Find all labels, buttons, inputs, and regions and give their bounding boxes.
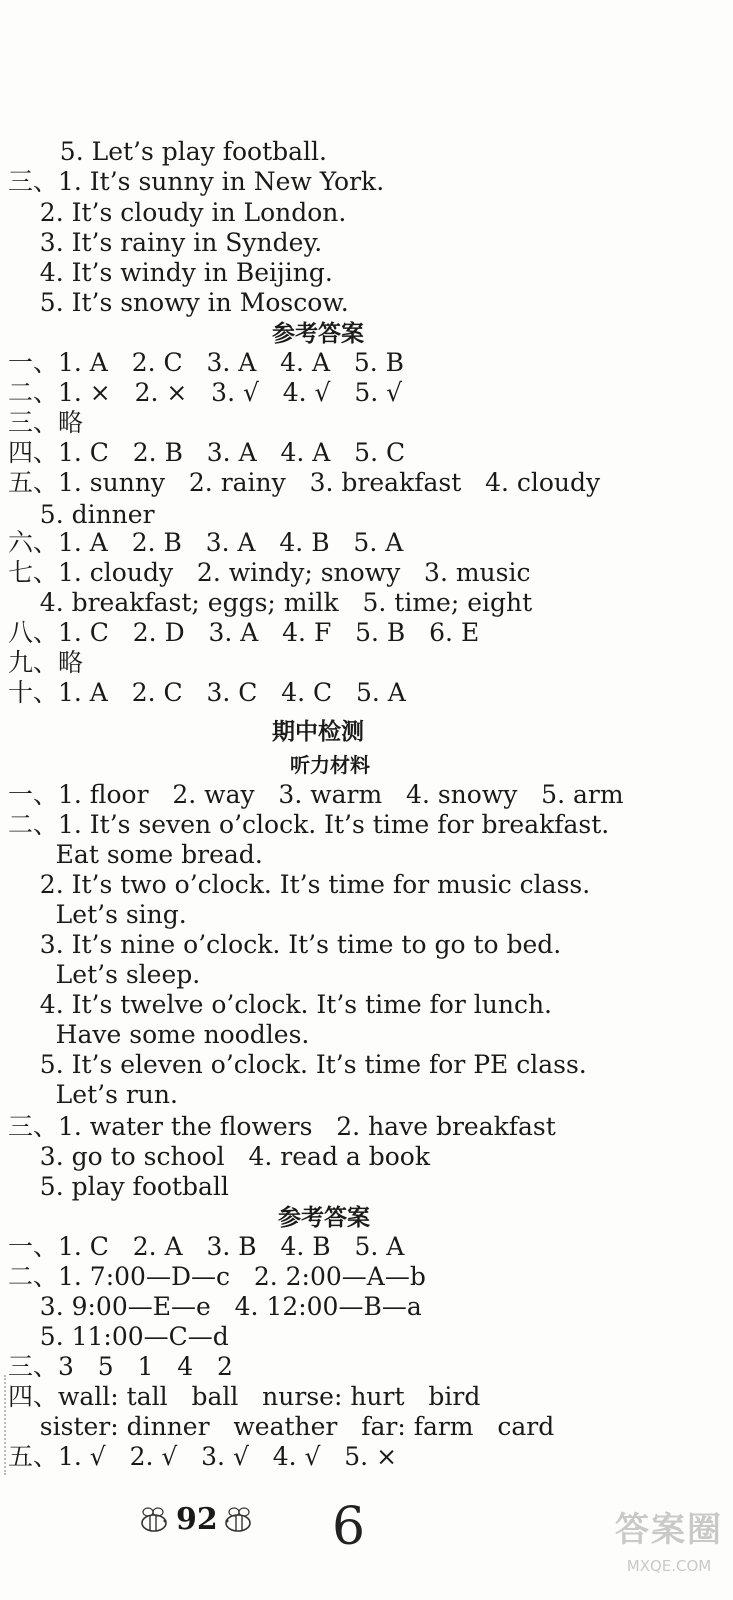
text-line: 3. 9:00—E—e 4. 12:00—B—a bbox=[8, 1292, 422, 1321]
text-line: 五、1. sunny 2. rainy 3. breakfast 4. cloudy bbox=[8, 468, 601, 497]
text-line: Let’s run. bbox=[8, 1080, 178, 1109]
text-line: 一、1. floor 2. way 3. warm 4. snowy 5. arm bbox=[8, 780, 624, 809]
text-line: 3. It’s rainy in Syndey. bbox=[8, 228, 323, 257]
text-line: Let’s sleep. bbox=[8, 960, 201, 989]
text-line: 一、1. C 2. A 3. B 4. B 5. A bbox=[8, 1232, 405, 1261]
handwritten-mark: 6 bbox=[332, 1497, 366, 1557]
text-line: 四、1. C 2. B 3. A 4. A 5. C bbox=[8, 438, 406, 467]
text-line: Eat some bread. bbox=[8, 840, 263, 869]
text-line: 4. It’s windy in Beijing. bbox=[8, 258, 333, 287]
text-line: 5. 11:00—C—d bbox=[8, 1322, 229, 1351]
text-line: 三、1. It’s sunny in New York. bbox=[8, 167, 385, 196]
watermark-url: MXQE.COM bbox=[626, 1557, 712, 1575]
text-line: 六、1. A 2. B 3. A 4. B 5. A bbox=[8, 528, 404, 557]
text-line: sister: dinner weather far: farm card bbox=[8, 1412, 555, 1441]
text-line: 5. play football bbox=[8, 1172, 229, 1201]
text-line: Have some noodles. bbox=[8, 1020, 310, 1049]
text-line: 二、1. × 2. × 3. √ 4. √ 5. √ bbox=[8, 378, 403, 407]
text-line: 5. It’s snowy in Moscow. bbox=[8, 288, 349, 317]
text-line: 十、1. A 2. C 3. C 4. C 5. A bbox=[8, 678, 406, 707]
text-line: 八、1. C 2. D 3. A 4. F 5. B 6. E bbox=[8, 618, 480, 647]
text-line: 五、1. √ 2. √ 3. √ 4. √ 5. × bbox=[8, 1442, 398, 1471]
text-line: 二、1. 7:00—D—c 2. 2:00—A—b bbox=[8, 1262, 426, 1291]
text-line: 5. It’s eleven o’clock. It’s time for PE class. bbox=[8, 1050, 587, 1079]
section-heading: 期中检测 bbox=[272, 719, 364, 745]
bee-left-icon bbox=[136, 1506, 172, 1536]
text-line: 3. go to school 4. read a book bbox=[8, 1142, 431, 1171]
text-line: 4. It’s twelve o’clock. It’s time for lunch. bbox=[8, 990, 553, 1019]
text-line: 四、wall: tall ball nurse: hurt bird bbox=[8, 1382, 481, 1411]
bee-right-icon bbox=[220, 1506, 256, 1536]
text-line: 三、1. water the flowers 2. have breakfast bbox=[8, 1112, 556, 1141]
section-heading: 参考答案 bbox=[278, 1205, 370, 1231]
watermark-logo: 答案圈 bbox=[615, 1510, 723, 1550]
sub-heading: 听力材料 bbox=[290, 753, 370, 777]
page-number: 92 bbox=[176, 1502, 218, 1537]
text-line: 2. It’s cloudy in London. bbox=[8, 198, 347, 227]
text-line: 2. It’s two o’clock. It’s time for music class. bbox=[8, 870, 591, 899]
text-line: 4. breakfast; eggs; milk 5. time; eight bbox=[8, 588, 533, 617]
text-line: 5. dinner bbox=[8, 500, 155, 529]
text-line: 三、3 5 1 4 2 bbox=[8, 1352, 233, 1381]
text-line: Let’s sing. bbox=[8, 900, 187, 929]
text-line: 七、1. cloudy 2. windy; snowy 3. music bbox=[8, 558, 531, 587]
text-line: 5. Let’s play football. bbox=[28, 137, 327, 166]
text-line: 三、略 bbox=[8, 408, 84, 437]
text-line: 3. It’s nine o’clock. It’s time to go to bed. bbox=[8, 930, 562, 959]
watermark bbox=[610, 1505, 728, 1595]
text-line: 一、1. A 2. C 3. A 4. A 5. B bbox=[8, 348, 405, 377]
section-heading: 参考答案 bbox=[272, 321, 364, 347]
text-line: 二、1. It’s seven o’clock. It’s time for breakfast. bbox=[8, 810, 610, 839]
margin-divider bbox=[4, 1375, 6, 1475]
text-line: 九、略 bbox=[8, 648, 84, 677]
